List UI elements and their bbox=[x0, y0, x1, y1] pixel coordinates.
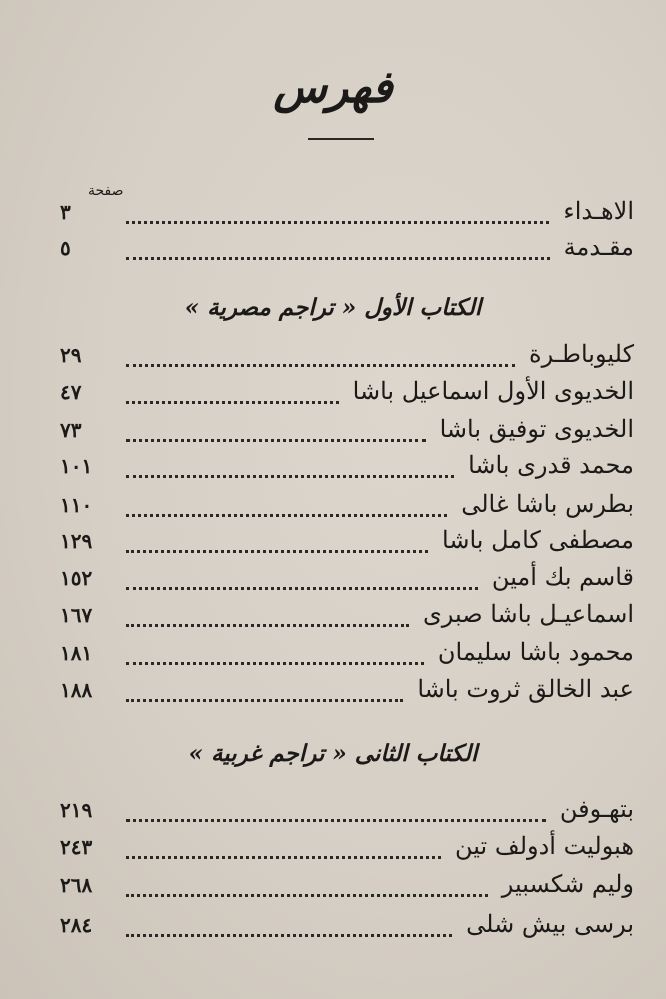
dot-leader bbox=[126, 856, 441, 859]
entry-label: الخديوى الأول اسماعيل باشا bbox=[352, 377, 634, 405]
entry-page: ٢٦٨ bbox=[60, 873, 93, 897]
entry-page: ١٨٨ bbox=[60, 678, 93, 702]
entry-page: ١٥٢ bbox=[60, 566, 93, 590]
dot-leader bbox=[126, 819, 546, 822]
entry-label: عبد الخالق ثروت باشا bbox=[417, 675, 634, 703]
toc-entry bbox=[60, 340, 634, 374]
dot-leader bbox=[126, 894, 488, 897]
toc-entry bbox=[60, 832, 634, 866]
toc-entry bbox=[60, 795, 634, 829]
dot-leader bbox=[126, 439, 426, 442]
entry-label: برسى بيش شلى bbox=[466, 910, 634, 938]
page-title: فهرس bbox=[273, 62, 393, 113]
entry-page: ١٠١ bbox=[60, 454, 93, 478]
dot-leader bbox=[126, 550, 428, 553]
entry-label: قاسم بك أمين bbox=[491, 563, 634, 591]
entry-label: الخديوى توفيق باشا bbox=[439, 415, 634, 443]
toc-entry bbox=[60, 600, 634, 634]
toc-entry bbox=[60, 910, 634, 944]
entry-page: ١٨١ bbox=[60, 641, 93, 665]
entry-page: ١٦٧ bbox=[60, 603, 93, 627]
entry-page: ٢٤٣ bbox=[60, 835, 93, 859]
toc-entry bbox=[60, 870, 634, 904]
entry-page: ٢٩ bbox=[60, 343, 82, 367]
entry-page: ٧٣ bbox=[60, 418, 82, 442]
dot-leader bbox=[126, 221, 549, 224]
dot-leader bbox=[126, 364, 515, 367]
dot-leader bbox=[126, 934, 452, 937]
entry-label: مقـدمة bbox=[563, 233, 634, 261]
entry-label: هبوليت أدولف تين bbox=[455, 832, 634, 860]
toc-entry bbox=[60, 638, 634, 672]
toc-entry bbox=[60, 197, 634, 231]
entry-page: ٢١٩ bbox=[60, 798, 93, 822]
toc-entry bbox=[60, 415, 634, 449]
entry-label: وليم شكسبير bbox=[501, 870, 634, 898]
title-divider bbox=[308, 138, 374, 140]
dot-leader bbox=[126, 662, 424, 665]
entry-label: محمد قدرى باشا bbox=[468, 451, 634, 479]
toc-entry bbox=[60, 377, 634, 411]
toc-entry bbox=[60, 675, 634, 709]
dot-leader bbox=[126, 624, 409, 627]
toc-entry bbox=[60, 233, 634, 267]
entry-page: ١٢٩ bbox=[60, 529, 93, 553]
dot-leader bbox=[126, 257, 550, 260]
dot-leader bbox=[126, 699, 403, 702]
dot-leader bbox=[126, 475, 454, 478]
entry-page: ٥ bbox=[60, 236, 71, 260]
toc-entry bbox=[60, 563, 634, 597]
entry-label: بتهـوفن bbox=[559, 795, 634, 823]
entry-label: كليوباطـرة bbox=[529, 340, 634, 368]
entry-label: الاهـداء bbox=[563, 197, 634, 225]
toc-entry bbox=[60, 451, 634, 485]
section-heading: الكتاب الأول « تراجم مصرية » bbox=[184, 294, 482, 321]
page-column-header: صفحة bbox=[88, 183, 124, 199]
toc-entry bbox=[60, 526, 634, 560]
entry-label: محمود باشا سليمان bbox=[437, 638, 634, 666]
section-heading: الكتاب الثانى « تراجم غربية » bbox=[188, 740, 478, 767]
dot-leader bbox=[126, 514, 447, 517]
entry-page: ٣ bbox=[60, 200, 71, 224]
toc-entry bbox=[60, 490, 634, 524]
entry-label: مصطفى كامل باشا bbox=[442, 526, 634, 554]
entry-label: اسماعيـل باشا صبرى bbox=[422, 600, 634, 628]
entry-page: ١١٠ bbox=[60, 493, 93, 517]
entry-label: بطرس باشا غالى bbox=[461, 490, 634, 518]
dot-leader bbox=[126, 401, 339, 404]
entry-page: ٢٨٤ bbox=[60, 913, 93, 937]
dot-leader bbox=[126, 587, 478, 590]
entry-page: ٤٧ bbox=[60, 380, 82, 404]
